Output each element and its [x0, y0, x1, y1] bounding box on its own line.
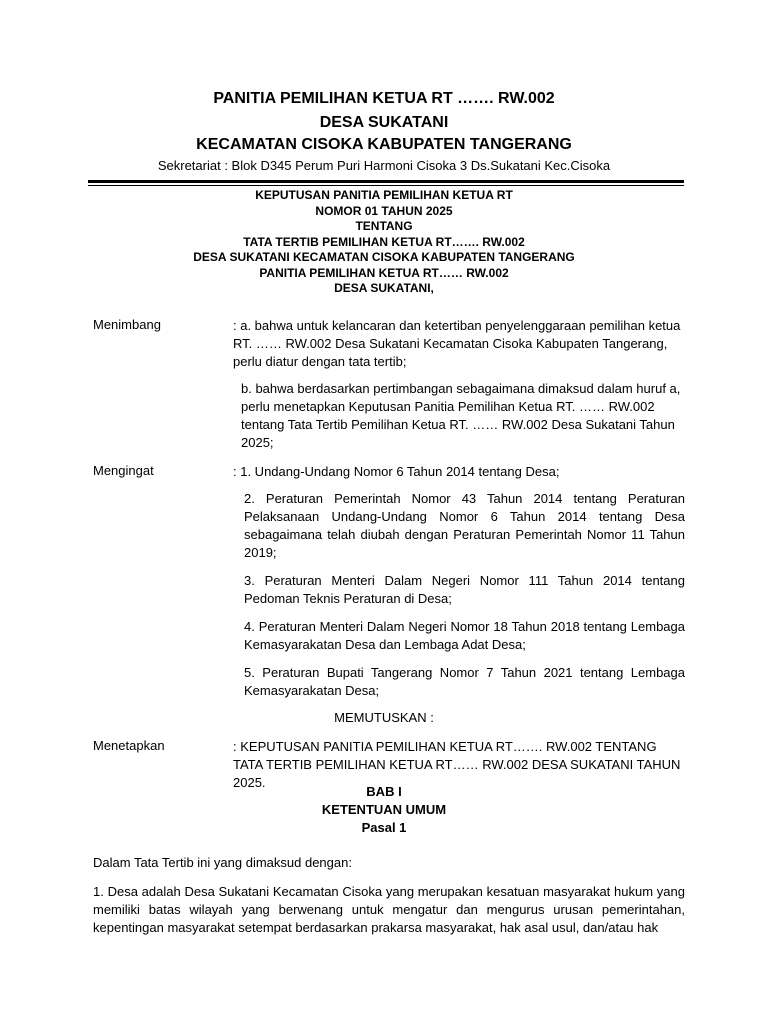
decree-title-line: NOMOR 01 TAHUN 2025 — [315, 203, 453, 218]
header-divider-thin — [88, 185, 684, 186]
menetapkan-text: : KEPUTUSAN PANITIA PEMILIHAN KETUA RT……. RW.002 TENTANG TATA TERTIB PEMILIHAN KETUA RT…… RW.002 DESA SUKATANI TAHUN 2025. — [233, 739, 681, 790]
header-secretariat-address: Sekretariat : Blok D345 Perum Puri Harmoni Cisoka 3 Ds.Sukatani Kec.Cisoka — [157, 158, 611, 173]
mengingat-item: 2. Peraturan Pemerintah Nomor 43 Tahun 2014 tentang Peraturan Pelaksanaan Undang-Undang Nomor 6 Tahun 2014 tentang Desa sebagaimana telah diubah dengan Peraturan Pemerintah Nomor 11 Tahun 2019; — [244, 491, 685, 560]
header-village-name: DESA SUKATANI — [319, 114, 449, 131]
decree-title-line: DESA SUKATANI KECAMATAN CISOKA KABUPATEN TANGERANG — [193, 250, 575, 264]
menimbang-label: Menimbang — [93, 317, 161, 332]
mengingat-item: : 1. Undang-Undang Nomor 6 Tahun 2014 tentang Desa; — [233, 464, 560, 479]
menimbang-point-a: : a. bahwa untuk kelancaran dan ketertiban penyelenggaraan pemilihan ketua RT. …… RW.002 Desa Sukatani Kecamatan Cisoka Kabupaten Tangerang, perlu diatur dengan tata tertib; — [233, 318, 681, 369]
decree-title-line: TENTANG — [355, 219, 413, 233]
header-district-name: KECAMATAN CISOKA KABUPATEN TANGERANG — [196, 136, 572, 153]
decree-title-line: PANITIA PEMILIHAN KETUA RT…… RW.002 — [259, 265, 509, 280]
body-intro: Dalam Tata Tertib ini yang dimaksud dengan: — [93, 855, 352, 870]
bab-subtitle: KETENTUAN UMUM — [321, 802, 447, 817]
memutuskan-heading: MEMUTUSKAN : — [334, 710, 434, 725]
decree-title-block — [0, 188, 768, 297]
body-item-1: 1. Desa adalah Desa Sukatani Kecamatan Cisoka yang merupakan kesatuan masyarakat hukum yang memiliki batas wilayah yang berwenang untuk mengatur dan mengurus urusan pemerintahan, kepentingan masyarakat setempat berdasarkan prakarsa masyarakat, hak asal usul, dan/atau hak — [93, 884, 685, 935]
mengingat-label: Mengingat — [93, 463, 154, 478]
decree-title-line: DESA SUKATANI, — [334, 281, 434, 295]
mengingat-item: 4. Peraturan Menteri Dalam Negeri Nomor 18 Tahun 2018 tentang Lembaga Kemasyarakatan Desa dan Lembaga Adat Desa; — [244, 619, 685, 652]
menimbang-point-b: b. bahwa berdasarkan pertimbangan sebagaimana dimaksud dalam huruf a, perlu menetapkan Keputusan Panitia Pemilihan Ketua RT. …… RW.002 tentang Tata Tertib Pemilihan Ketua RT. …… RW.002 Desa Sukatani Tahun 2025; — [241, 381, 681, 450]
mengingat-item: 5. Peraturan Bupati Tangerang Nomor 7 Tahun 2021 tentang Lembaga Kemasyarakatan Desa; — [244, 665, 685, 698]
menetapkan-label: Menetapkan — [93, 738, 165, 753]
decree-title-line: KEPUTUSAN PANITIA PEMILIHAN KETUA RT — [255, 188, 513, 202]
header-committee-title: PANITIA PEMILIHAN KETUA RT ……. RW.002 — [213, 90, 555, 107]
mengingat-item: 3. Peraturan Menteri Dalam Negeri Nomor 111 Tahun 2014 tentang Pedoman Teknis Peraturan di Desa; — [244, 573, 685, 606]
header-divider-thick — [88, 180, 684, 183]
bab-title: BAB I — [366, 784, 402, 799]
pasal-title: Pasal 1 — [361, 820, 407, 835]
decree-title-line: TATA TERTIB PEMILIHAN KETUA RT……. RW.002 — [243, 234, 525, 249]
